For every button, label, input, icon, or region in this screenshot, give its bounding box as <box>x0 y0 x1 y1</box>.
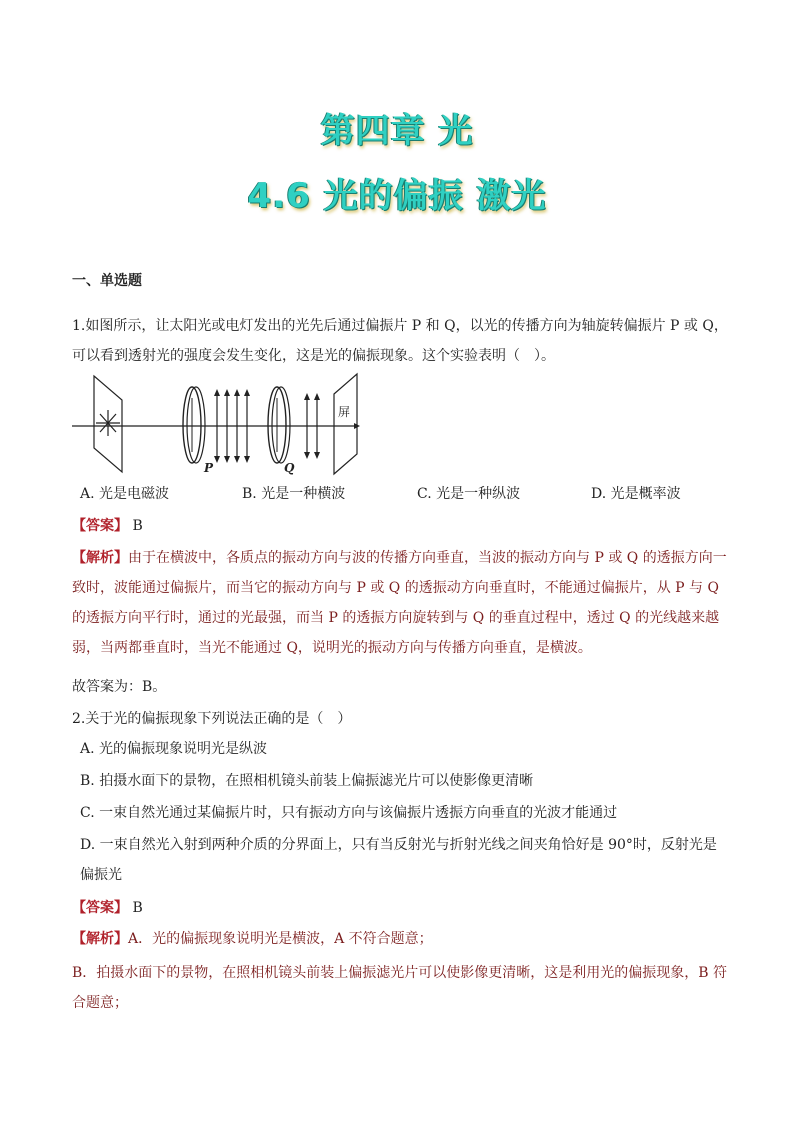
explanation-text: A．光的偏振现象说明光是横波，A 不符合题意； <box>128 931 433 947</box>
label-screen: 屏 <box>338 405 351 419</box>
answer-value: B <box>132 518 143 534</box>
natural-light-arrows <box>96 410 120 436</box>
q2-option-c: C. 一束自然光通过某偏振片时，只有振动方向与该偏振片透振方向垂直的光波才能通过 <box>80 805 618 821</box>
label-q: Q <box>284 461 295 475</box>
question-2-stem: 2.关于光的偏振现象下列说法正确的是（ ） <box>72 711 352 727</box>
answer-value: B <box>132 900 143 916</box>
q1-option-d: D. 光是概率波 <box>591 486 681 502</box>
q2-explanation-a <box>72 924 732 954</box>
polarization-diagram <box>72 372 372 477</box>
q2-option-b: B. 拍摄水面下的景物，在照相机镜头前装上偏振滤光片可以使影像更清晰 <box>80 773 534 789</box>
q2-explanation-b: B．拍摄水面下的景物，在照相机镜头前装上偏振滤光片可以使影像更清晰，这是利用光的偏振现象，B 符合题意； <box>72 965 728 1011</box>
screen <box>334 374 357 474</box>
answer-tag: 【答案】 <box>72 900 128 916</box>
q1-option-c: C. 光是一种纵波 <box>417 486 521 502</box>
q1-option-a: A. 光是电磁波 <box>80 486 170 502</box>
lesson-title: 4.6 光的偏振 激光 <box>247 176 547 216</box>
explanation-tag: 【解析】 <box>72 550 128 566</box>
section-heading: 一、单选题 <box>72 273 142 289</box>
q1-explanation <box>72 543 732 663</box>
question-1-stem: 1.如图所示，让太阳光或电灯发出的光先后通过偏振片 P 和 Q，以光的传播方向为轴旋转偏振片 P 或 Q，可以看到透射光的强度会发生变化，这是光的偏振现象。这个实验表明（ ）。 <box>72 318 728 364</box>
q2-option-d: D. 一束自然光入射到两种介质的分界面上，只有当反射光与折射光线之间夹角恰好是 90°时，反射光是偏振光 <box>80 837 717 883</box>
q2-answer <box>72 897 143 919</box>
q1-final: 故答案为：B。 <box>72 679 167 695</box>
answer-tag: 【答案】 <box>72 518 128 534</box>
explanation-text: 由于在横波中，各质点的振动方向与波的传播方向垂直，当波的振动方向与 P 或 Q 的透振方向一致时，波能通过偏振片，而当它的振动方向与 P 或 Q 的透振动方向垂直时，不能通过偏振片，从 P 与 Q 的透振方向平行时，通过的光最强，而当 P 的透振方向旋转到与 Q 的垂直过程中，透过 Q 的光线越来越弱，当两都垂直时，当光不能通过 Q，说明光的振动方向与传播方向垂直，是横波。 <box>72 550 727 656</box>
chapter-title: 第四章 光 <box>320 111 474 151</box>
q1-option-b: B. 光是一种横波 <box>242 486 346 502</box>
explanation-tag: 【解析】 <box>72 931 128 947</box>
q2-option-a: A. 光的偏振现象说明光是纵波 <box>80 741 268 757</box>
label-p: P <box>204 461 214 475</box>
q1-answer <box>72 515 143 537</box>
